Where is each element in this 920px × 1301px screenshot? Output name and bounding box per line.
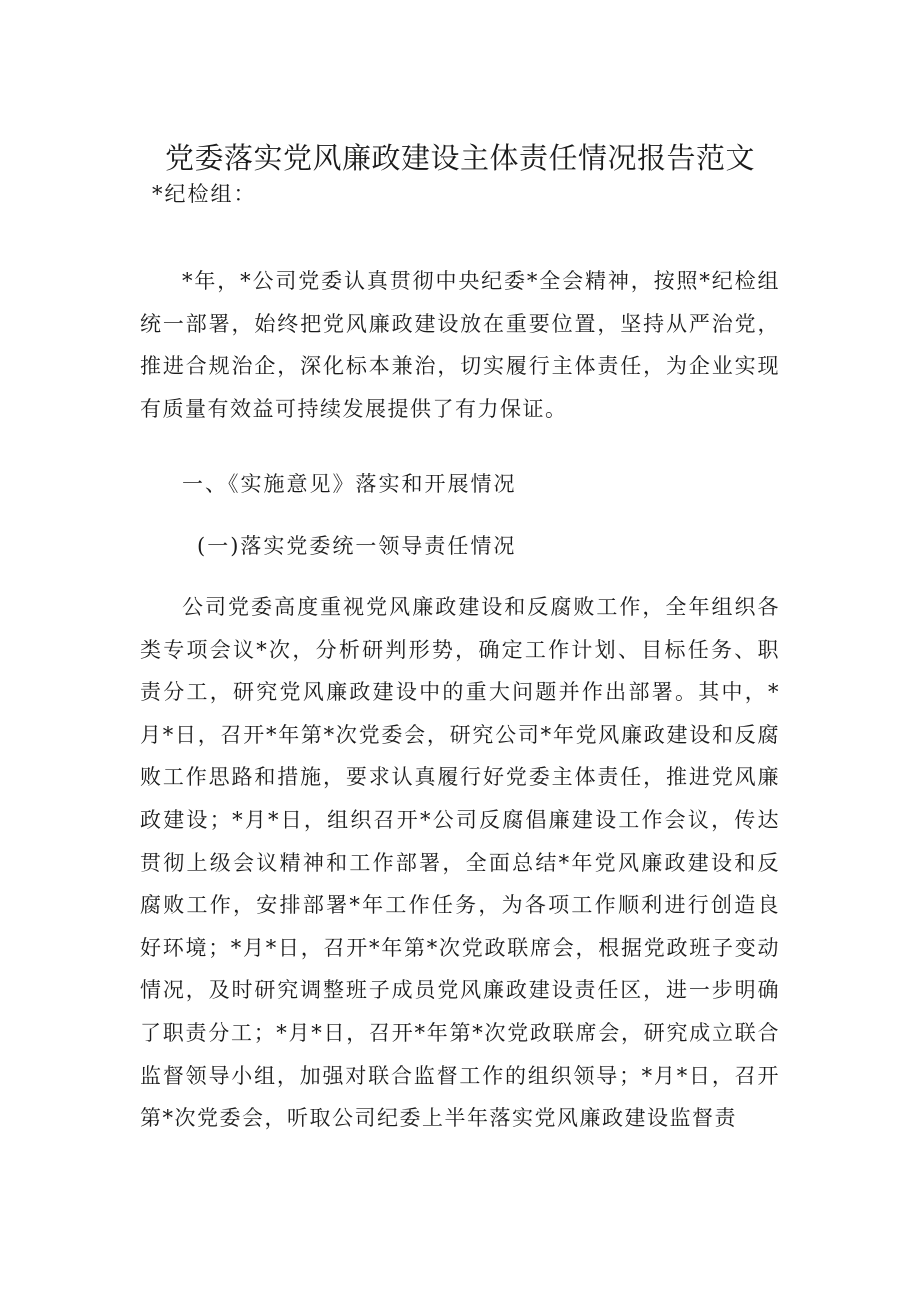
- salutation: *纪检组：: [152, 182, 257, 206]
- intro-paragraph: *年，*公司党委认真贯彻中央纪委*全会精神，按照*纪检组统一部署，始终把党风廉政建设放在重要位置，坚持从严治党，推进合规治企，深化标本兼治，切实履行主体责任，为企业实现有质量有效益可持续发展提供了有力保证。: [140, 269, 780, 421]
- subsection-heading: (一)落实党委统一领导责任情况: [197, 534, 517, 558]
- section-heading: 一、《实施意见》落实和开展情况: [182, 472, 517, 496]
- section-paragraph: 公司党委高度重视党风廉政建设和反腐败工作，全年组织各类专项会议*次，分析研判形势，确定工作计划、目标任务、职责分工，研究党风廉政建设中的重大问题并作出部署。其中，*月*日，召开*年第*次党委会，研究公司*年党风廉政建设和反腐败工作思路和措施，要求认真履行好党委主体责任，推进党风廉政建设；*月*日，组织召开*公司反腐倡廉建设工作会议，传达贯彻上级会议精神和工作部署，全面总结*年党风廉政建设和反腐败工作，安排部署*年工作任务，为各项工作顺利进行创造良好环境；*月*日，召开*年第*次党政联席会，根据党政班子变动情况，及时研究调整班子成员党风廉政建设责任区，进一步明确了职责分工；*月*日，召开*年第*次党政联席会，研究成立联合监督领导小组，加强对联合监督工作的组织领导；*月*日，召开第*次党委会，听取公司纪委上半年落实党风廉政建设监督责: [140, 595, 780, 1131]
- document-title: 党委落实党风廉政建设主体责任情况报告范文: [164, 141, 755, 175]
